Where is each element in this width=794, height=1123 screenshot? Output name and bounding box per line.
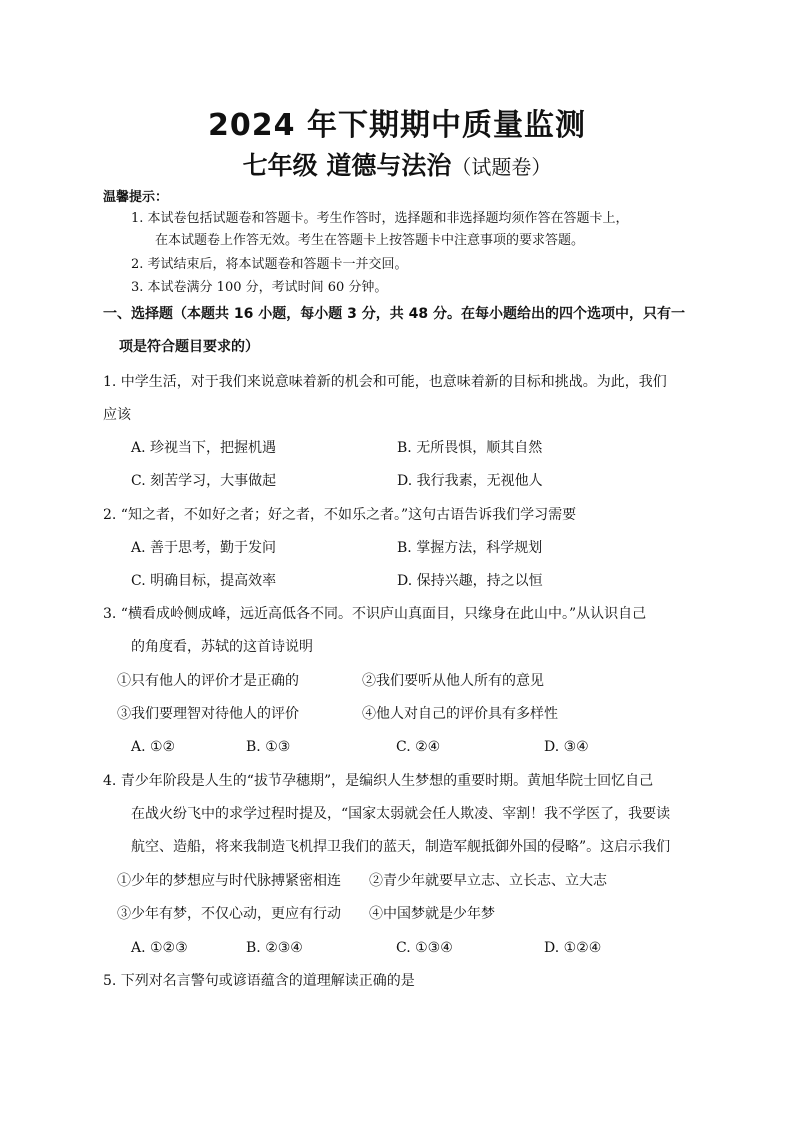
- question-3-stem-line-1: 3. “横看成岭侧成峰，远近高低各不同。不识庐山真面目，只缘身在此山中。”从认识自己: [103, 606, 647, 622]
- question-3-option-b: B. ①③: [246, 739, 291, 755]
- question-3-option-d: D. ③④: [544, 739, 589, 755]
- question-4-statement-1: ①少年的梦想应与时代脉搏紧密相连: [117, 873, 341, 889]
- question-1-option-d: D. 我行我素，无视他人: [397, 473, 543, 489]
- question-2-option-c: C. 明确目标，提高效率: [131, 573, 277, 589]
- page-subtitle: [0, 146, 794, 182]
- question-4-option-c: C. ①③④: [396, 940, 453, 956]
- question-4-statement-3: ③少年有梦，不仅心动，更应有行动: [117, 906, 341, 922]
- subtitle-main: 七年级 道德与法治: [242, 151, 452, 180]
- notice-heading: 温馨提示：: [103, 190, 169, 205]
- question-3-option-a: A. ①②: [131, 739, 176, 755]
- question-4-option-d: D. ①②④: [544, 940, 602, 956]
- question-4-stem-line-2: 在战火纷飞中的求学过程时提及，“国家太弱就会任人欺凌、宰割！我不学医了，我要读: [131, 806, 671, 822]
- notice-item-1-line-1: 1. 本试卷包括试题卷和答题卡。考生作答时，选择题和非选择题均须作答在答题卡上，: [131, 211, 629, 226]
- question-4-stem-line-1: 4. 青少年阶段是人生的“拔节孕穗期”，是编织人生梦想的重要时期。黄旭华院士回忆自己: [103, 773, 654, 789]
- question-4-option-a: A. ①②③: [131, 940, 188, 956]
- question-3-option-c: C. ②④: [396, 739, 441, 755]
- question-3-statement-3: ③我们要理智对待他人的评价: [117, 706, 299, 722]
- question-2-option-b: B. 掌握方法，科学规划: [397, 540, 543, 556]
- question-3-statement-2: ②我们要听从他人所有的意见: [362, 673, 544, 689]
- subtitle-paren: （试题卷）: [451, 155, 552, 179]
- question-3-statement-1: ①只有他人的评价才是正确的: [117, 673, 299, 689]
- question-3-statement-4: ④他人对自己的评价具有多样性: [362, 706, 558, 722]
- question-2-option-d: D. 保持兴趣，持之以恒: [397, 573, 543, 589]
- question-1-stem-line-1: 1. 中学生活，对于我们来说意味着新的机会和可能，也意味着新的目标和挑战。为此，我们: [103, 374, 667, 390]
- question-3-stem-line-2: 的角度看，苏轼的这首诗说明: [131, 639, 313, 655]
- notice-item-1-line-2: 在本试题卷上作答无效。考生在答题卡上按答题卡中注意事项的要求答题。: [155, 233, 585, 248]
- question-5-stem-line-1: 5. 下列对名言警句或谚语蕴含的道理解读正确的是: [103, 973, 415, 989]
- section-heading-line-2: 项是符合题目要求的）: [119, 339, 259, 355]
- question-2-stem-line-1: 2. “知之者，不如好之者；好之者，不如乐之者。”这句古语告诉我们学习需要: [103, 507, 577, 523]
- question-4-option-b: B. ②③④: [246, 940, 303, 956]
- question-4-stem-line-3: 航空、造船，将来我制造飞机捍卫我们的蓝天，制造军舰抵御外国的侵略”。这启示我们: [131, 839, 671, 855]
- question-1-option-c: C. 刻苦学习，大事做起: [131, 473, 277, 489]
- notice-item-2: 2. 考试结束后，将本试题卷和答题卡一并交回。: [131, 257, 408, 272]
- question-1-option-b: B. 无所畏惧，顺其自然: [397, 440, 543, 456]
- question-4-statement-2: ②青少年就要早立志、立长志、立大志: [369, 873, 607, 889]
- question-4-statement-4: ④中国梦就是少年梦: [369, 906, 495, 922]
- notice-item-3: 3. 本试卷满分 100 分，考试时间 60 分钟。: [131, 280, 388, 295]
- question-1-stem-line-2: 应该: [103, 407, 131, 423]
- question-1-option-a: A. 珍视当下，把握机遇: [131, 440, 277, 456]
- section-heading-line-1: 一、选择题（本题共 16 小题，每小题 3 分，共 48 分。在每小题给出的四个选项中，只有一: [103, 306, 685, 322]
- question-2-option-a: A. 善于思考，勤于发问: [131, 540, 277, 556]
- page-title: 2024 年下期期中质量监测: [208, 108, 586, 143]
